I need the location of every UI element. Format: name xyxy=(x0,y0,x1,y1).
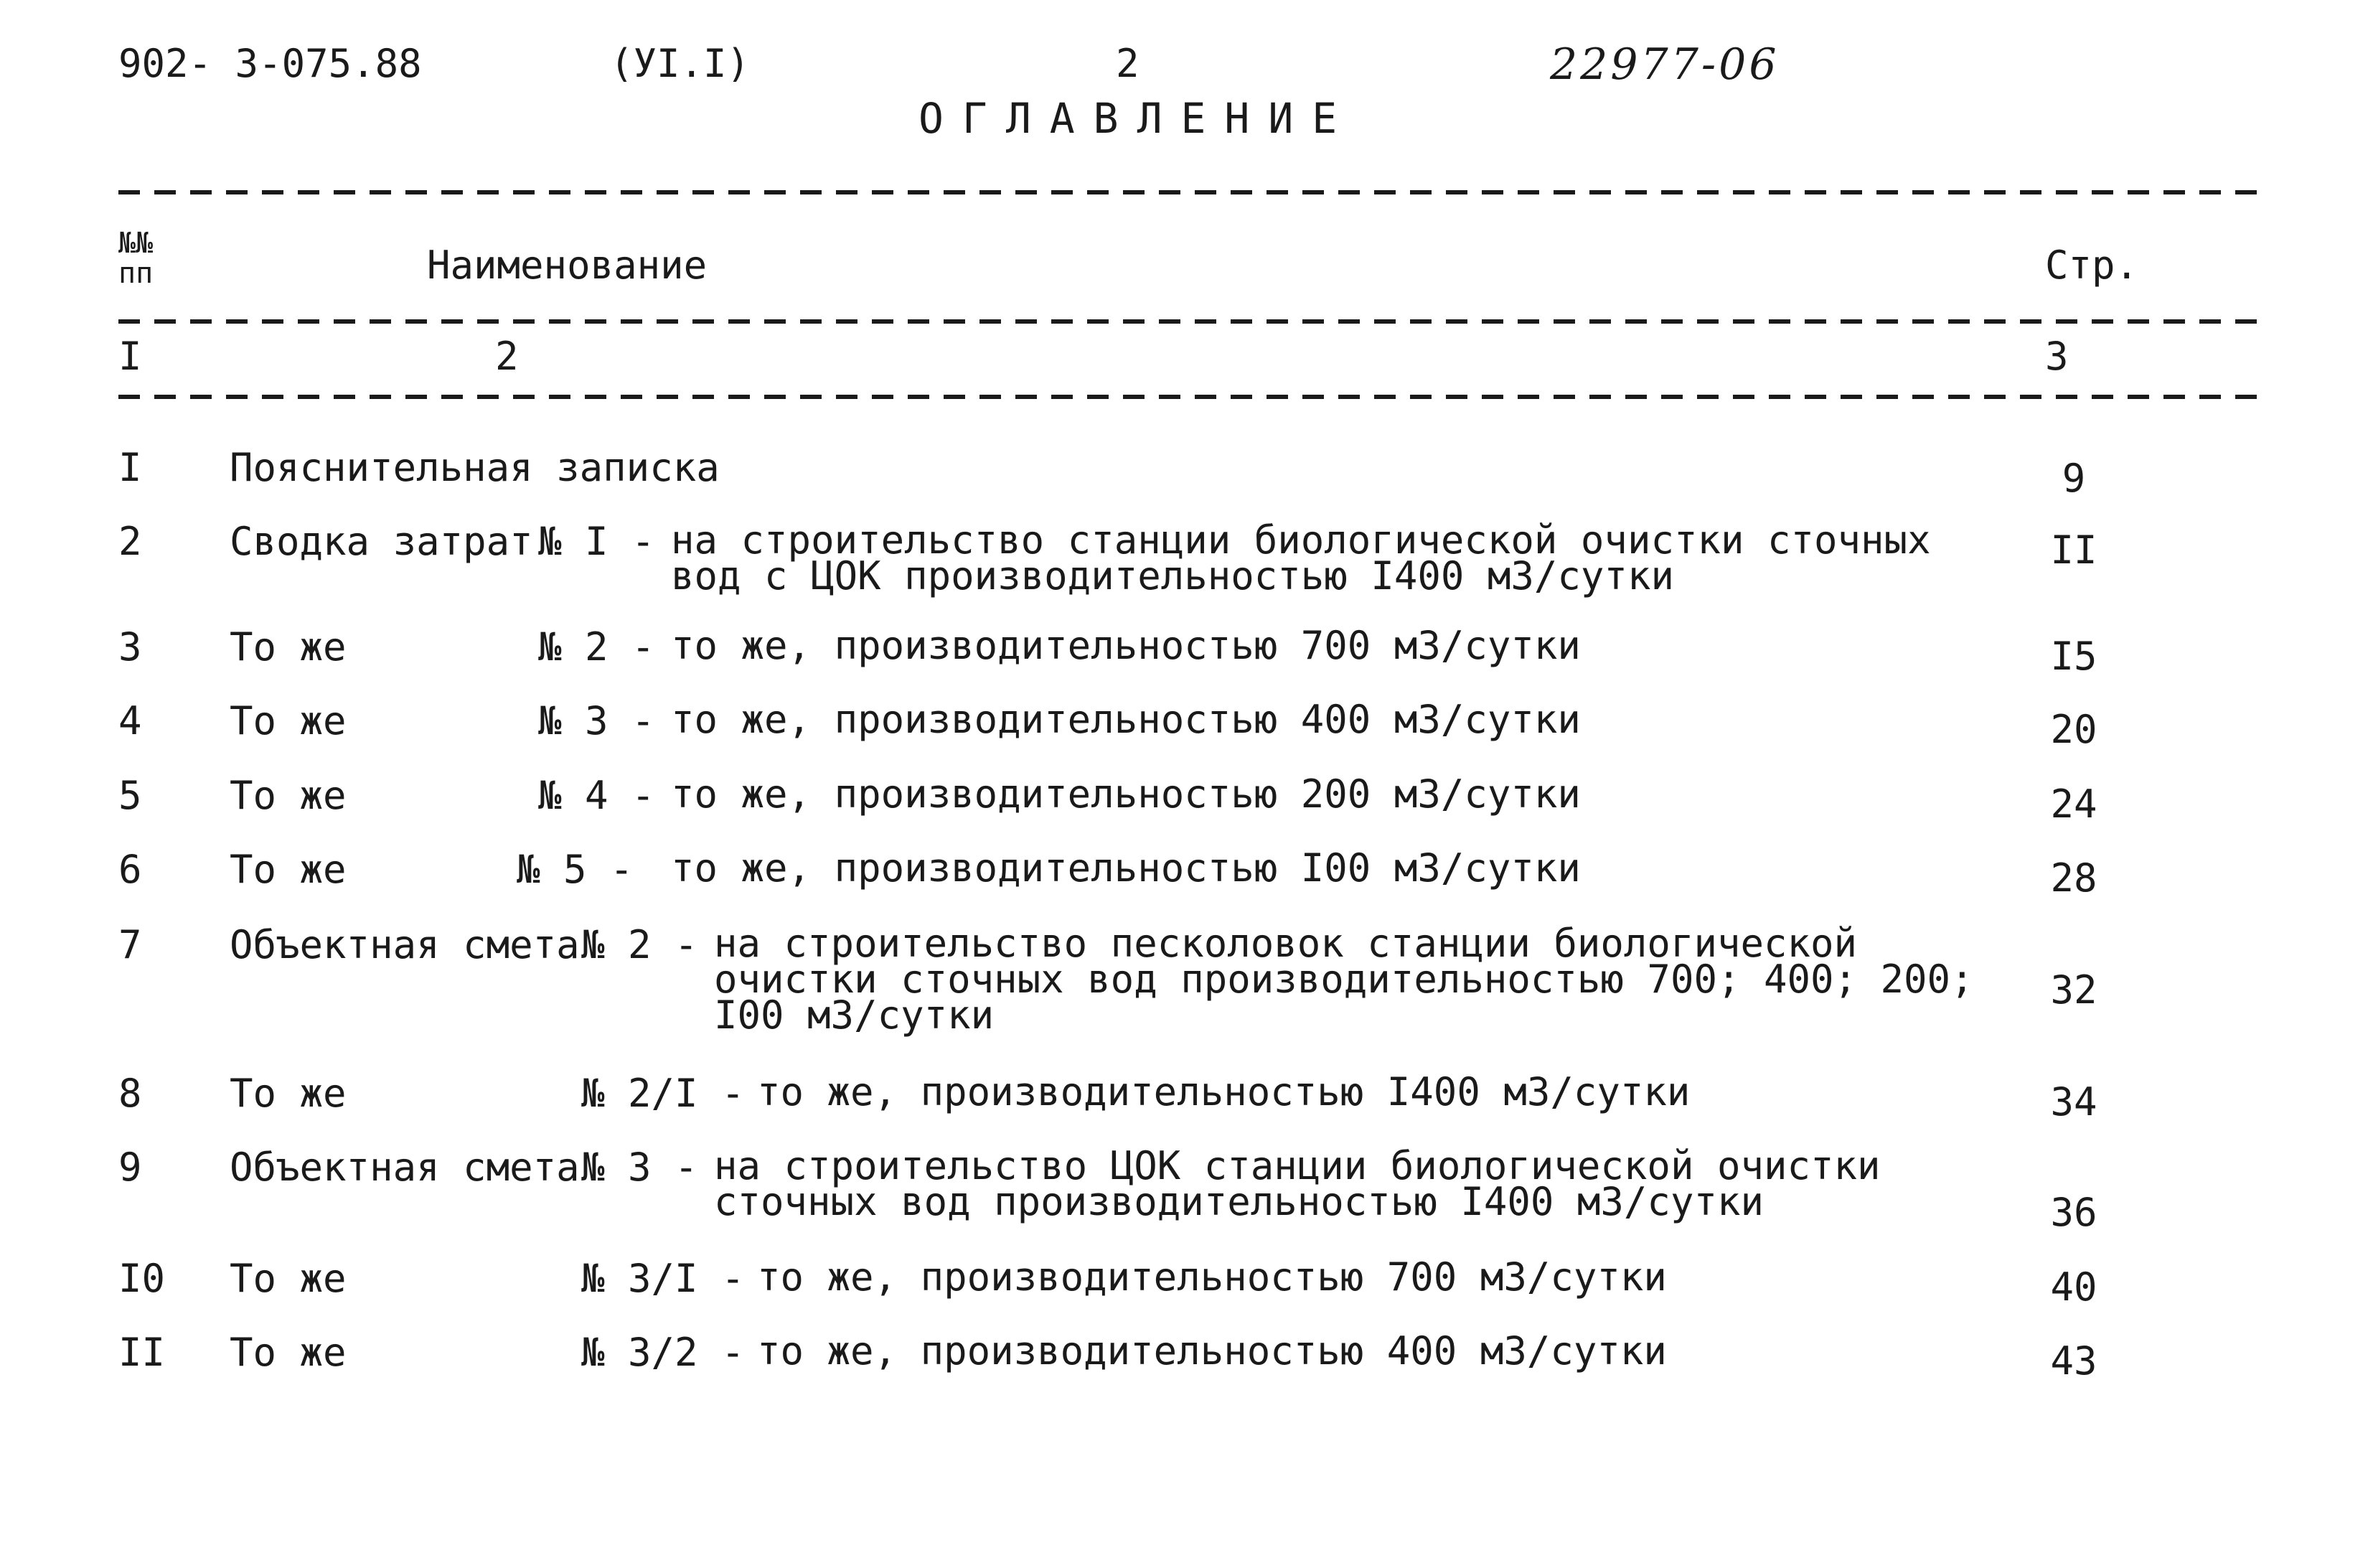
entry-description: на строительство станции биологической очистки сточных вод с ЦОК производительностью I400 м3/сутки xyxy=(671,517,1931,598)
entry-description: на строительство песколовок станции биологической очистки сточных вод производительностью 700; 400; 200; I00 м3/сутки xyxy=(714,921,1974,1038)
entry-description: на строительство ЦОК станции биологической очистки сточных вод производительностью I400 м3/сутки xyxy=(714,1143,1881,1224)
column-index-page: 3 xyxy=(2045,334,2069,379)
entry-label: То же xyxy=(230,1071,347,1116)
entry-label: То же xyxy=(230,773,347,818)
entry-page: 28 xyxy=(2050,855,2097,901)
entry-number: 5 xyxy=(118,773,142,818)
entry-page: I5 xyxy=(2050,634,2097,679)
entry-number: 6 xyxy=(118,847,142,892)
divider-header xyxy=(118,319,2271,324)
entry-number: 9 xyxy=(118,1145,142,1190)
entry-label: То же xyxy=(230,698,347,743)
entry-page: II xyxy=(2050,527,2097,573)
entry-description: то же, производительностью I400 м3/сутки xyxy=(757,1069,1691,1114)
entry-page: 24 xyxy=(2050,781,2097,827)
entry-page: 34 xyxy=(2050,1079,2097,1125)
column-header-page: Стр. xyxy=(2045,243,2139,288)
entry-number: I xyxy=(118,445,142,490)
entry-code: № 4 - xyxy=(538,773,655,818)
entry-number: 3 xyxy=(118,624,142,670)
entry-description: то же, производительностью 700 м3/сутки xyxy=(671,623,1581,668)
entry-number: 7 xyxy=(118,922,142,967)
entry-code: № 2 - xyxy=(538,624,655,670)
entry-label: То же xyxy=(230,1330,347,1375)
column-header-number: №№ пп xyxy=(118,227,154,290)
entry-label: То же xyxy=(230,1256,347,1301)
entry-label: То же xyxy=(230,847,347,892)
entry-description: то же, производительностью I00 м3/сутки xyxy=(671,845,1581,891)
entry-page: 40 xyxy=(2050,1264,2097,1310)
entry-description: то же, производительностью 400 м3/сутки xyxy=(671,697,1581,742)
entry-description: то же, производительностью 400 м3/сутки xyxy=(757,1328,1667,1374)
entry-code: № 3/I - xyxy=(581,1256,745,1301)
inventory-number: 22977-06 xyxy=(1550,39,1780,90)
entry-number: I0 xyxy=(118,1256,166,1301)
entry-code: № 5 - xyxy=(517,847,634,892)
column-index-number: I xyxy=(118,334,142,379)
entry-number: 8 xyxy=(118,1071,142,1116)
entry-number: 4 xyxy=(118,698,142,743)
entry-label: Объектная смета xyxy=(230,1145,580,1190)
entry-code: № 2 - xyxy=(581,922,698,967)
entry-number: II xyxy=(118,1330,166,1375)
entry-page: 43 xyxy=(2050,1338,2097,1384)
divider-index xyxy=(118,395,2271,399)
entry-code: № 3 - xyxy=(538,698,655,743)
entry-page: 9 xyxy=(2062,456,2086,501)
page-number: 2 xyxy=(1116,41,1139,86)
page-title: ОГЛАВЛЕНИЕ xyxy=(918,94,1356,143)
entry-label: Пояснительная записка xyxy=(230,445,720,490)
entry-number: 2 xyxy=(118,519,142,564)
entry-code: № 3 - xyxy=(581,1145,698,1190)
entry-page: 32 xyxy=(2050,967,2097,1013)
entry-label: Объектная смета xyxy=(230,922,580,967)
entry-description: то же, производительностью 200 м3/сутки xyxy=(671,771,1581,817)
divider-top xyxy=(118,190,2271,194)
entry-label: Сводка затрат xyxy=(230,519,533,564)
section-code: (УI.I) xyxy=(610,41,751,86)
column-header-name: Наименование xyxy=(427,243,708,288)
entry-page: 20 xyxy=(2050,707,2097,752)
entry-page: 36 xyxy=(2050,1190,2097,1235)
entry-code: № I - xyxy=(538,519,655,564)
entry-label: То же xyxy=(230,624,347,670)
column-index-name: 2 xyxy=(495,334,519,379)
entry-code: № 2/I - xyxy=(581,1071,745,1116)
entry-description: то же, производительностью 700 м3/сутки xyxy=(757,1254,1667,1300)
document-code: 902- 3-075.88 xyxy=(118,41,422,86)
entry-code: № 3/2 - xyxy=(581,1330,745,1375)
